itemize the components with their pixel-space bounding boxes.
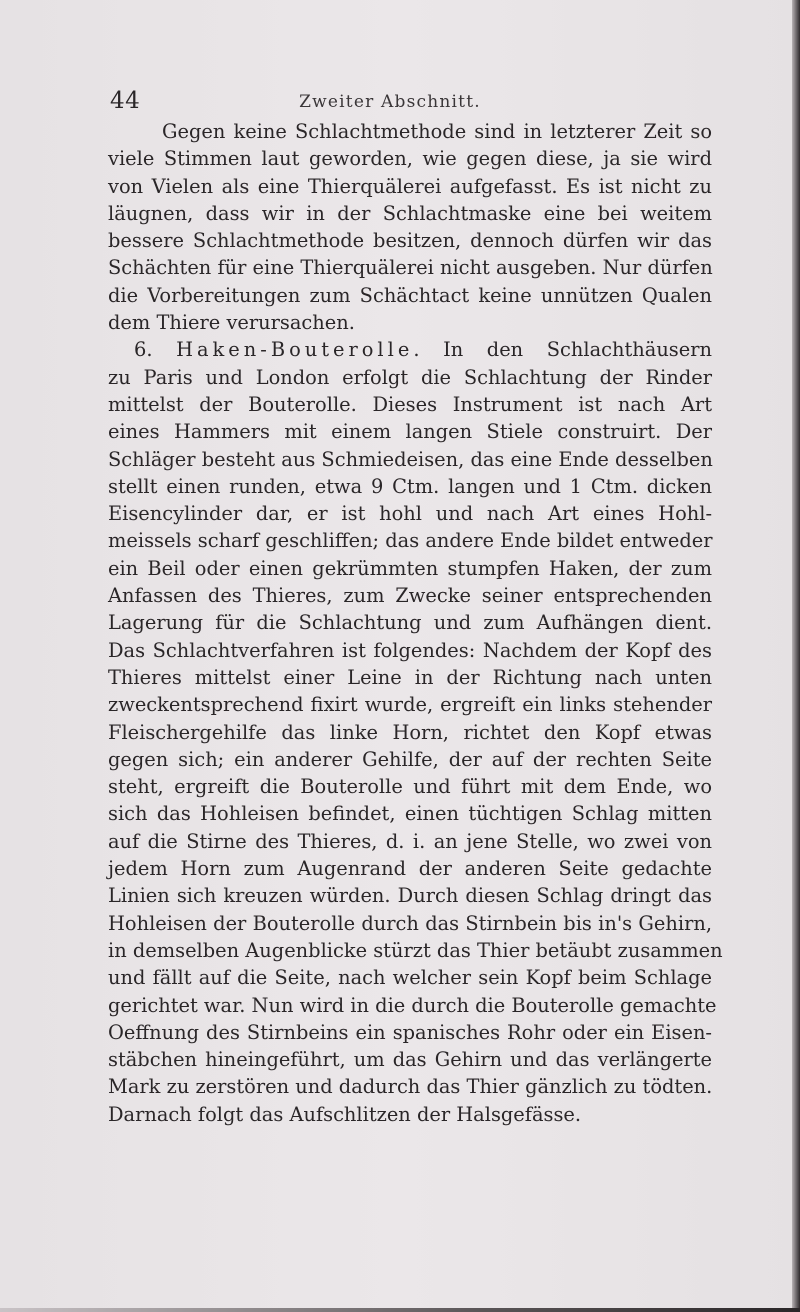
text-line: viele Stimmen laut geworden, wie gegen diese, ja sie wird xyxy=(108,147,712,171)
text-line: Thieres mittelst einer Leine in der Richtung nach unten xyxy=(108,665,712,689)
text-line: Lagerung für die Schlachtung und zum Aufhängen dient. xyxy=(108,611,712,635)
text-line: Linien sich kreuzen würden. Durch diesen Schlag dringt das xyxy=(108,884,712,908)
body-text xyxy=(108,118,723,1128)
text-line: Das Schlachtverfahren ist folgendes: Nachdem der Kopf des xyxy=(108,638,712,662)
text-line: Schächten für eine Thierquälerei nicht ausgeben. Nur dürfen xyxy=(108,256,713,280)
section-heading-line: 6. Haken-Bouterolle. In den Schlachthäusern xyxy=(134,338,712,362)
text-line: läugnen, dass wir in der Schlachtmaske eine bei weitem xyxy=(108,201,712,225)
text-line: von Vielen als eine Thierquälerei aufgefasst. Es ist nicht zu xyxy=(108,174,712,198)
text-line: Hohleisen der Bouterolle durch das Stirnbein bis in's Gehirn, xyxy=(108,911,712,935)
text-line: steht, ergreift die Bouterolle und führt mit dem Ende, wo xyxy=(108,775,712,799)
text-line: stellt einen runden, etwa 9 Ctm. langen und 1 Ctm. dicken xyxy=(108,474,712,498)
text-line: meissels scharf geschliffen; das andere Ende bildet entweder xyxy=(108,529,713,553)
text-line: Schläger besteht aus Schmiedeisen, das eine Ende desselben xyxy=(108,447,713,471)
text-line: jedem Horn zum Augenrand der anderen Seite gedachte xyxy=(108,857,712,881)
text-line: sich das Hohleisen befindet, einen tüchtigen Schlag mitten xyxy=(108,802,712,826)
text-line: Oeffnung des Stirnbeins ein spanisches Rohr oder ein Eisen- xyxy=(108,1020,712,1044)
page-bottom-edge xyxy=(0,1308,800,1312)
running-head: Zweiter Abschnitt. xyxy=(299,92,481,112)
text-line: Gegen keine Schlachtmethode sind in letzterer Zeit so xyxy=(162,120,712,143)
text-line: Fleischergehilfe das linke Horn, richtet den Kopf etwas xyxy=(108,720,712,744)
text-line: eines Hammers mit einem langen Stiele construirt. Der xyxy=(108,420,712,444)
text-line: ein Beil oder einen gekrümmten stumpfen Haken, der zum xyxy=(108,556,712,580)
text-line: Mark zu zerstören und dadurch das Thier gänzlich zu tödten. xyxy=(108,1075,713,1099)
text-line: zweckentsprechend fixirt wurde, ergreift ein links stehender xyxy=(108,693,712,717)
text-line: Darnach folgt das Aufschlitzen der Halsgefässe. xyxy=(108,1102,582,1126)
text-line: gerichtet war. Nun wird in die durch die Bouterolle gemachte xyxy=(108,993,717,1017)
page-number: 44 xyxy=(110,88,141,114)
text-line: die Vorbereitungen zum Schächtact keine unnützen Qualen xyxy=(108,283,712,307)
text-line: dem Thiere verursachen. xyxy=(108,311,355,335)
text-line: Eisencylinder dar, er ist hohl und nach Art eines Hohl- xyxy=(108,502,712,526)
text-line: zu Paris und London erfolgt die Schlachtung der Rinder xyxy=(108,365,712,389)
text-line: in demselben Augenblicke stürzt das Thier betäubt zusammen xyxy=(108,938,723,962)
page-edge-shadow xyxy=(792,0,800,1312)
text-line: und fällt auf die Seite, nach welcher sein Kopf beim Schlage xyxy=(108,966,712,990)
text-line: bessere Schlachtmethode besitzen, dennoch dürfen wir das xyxy=(108,229,712,253)
spaced-heading-term: Haken-Bouterolle xyxy=(176,338,414,362)
text-line: stäbchen hineingeführt, um das Gehirn und das verlängerte xyxy=(108,1048,712,1072)
text-line: gegen sich; ein anderer Gehilfe, der auf der rechten Seite xyxy=(108,747,712,771)
text-line: auf die Stirne des Thieres, d. i. an jene Stelle, wo zwei von xyxy=(108,829,712,853)
text-line: Anfassen des Thieres, zum Zwecke seiner entsprechenden xyxy=(108,584,712,608)
text-line: mittelst der Bouterolle. Dieses Instrument ist nach Art xyxy=(108,392,712,416)
page-header xyxy=(110,88,670,116)
